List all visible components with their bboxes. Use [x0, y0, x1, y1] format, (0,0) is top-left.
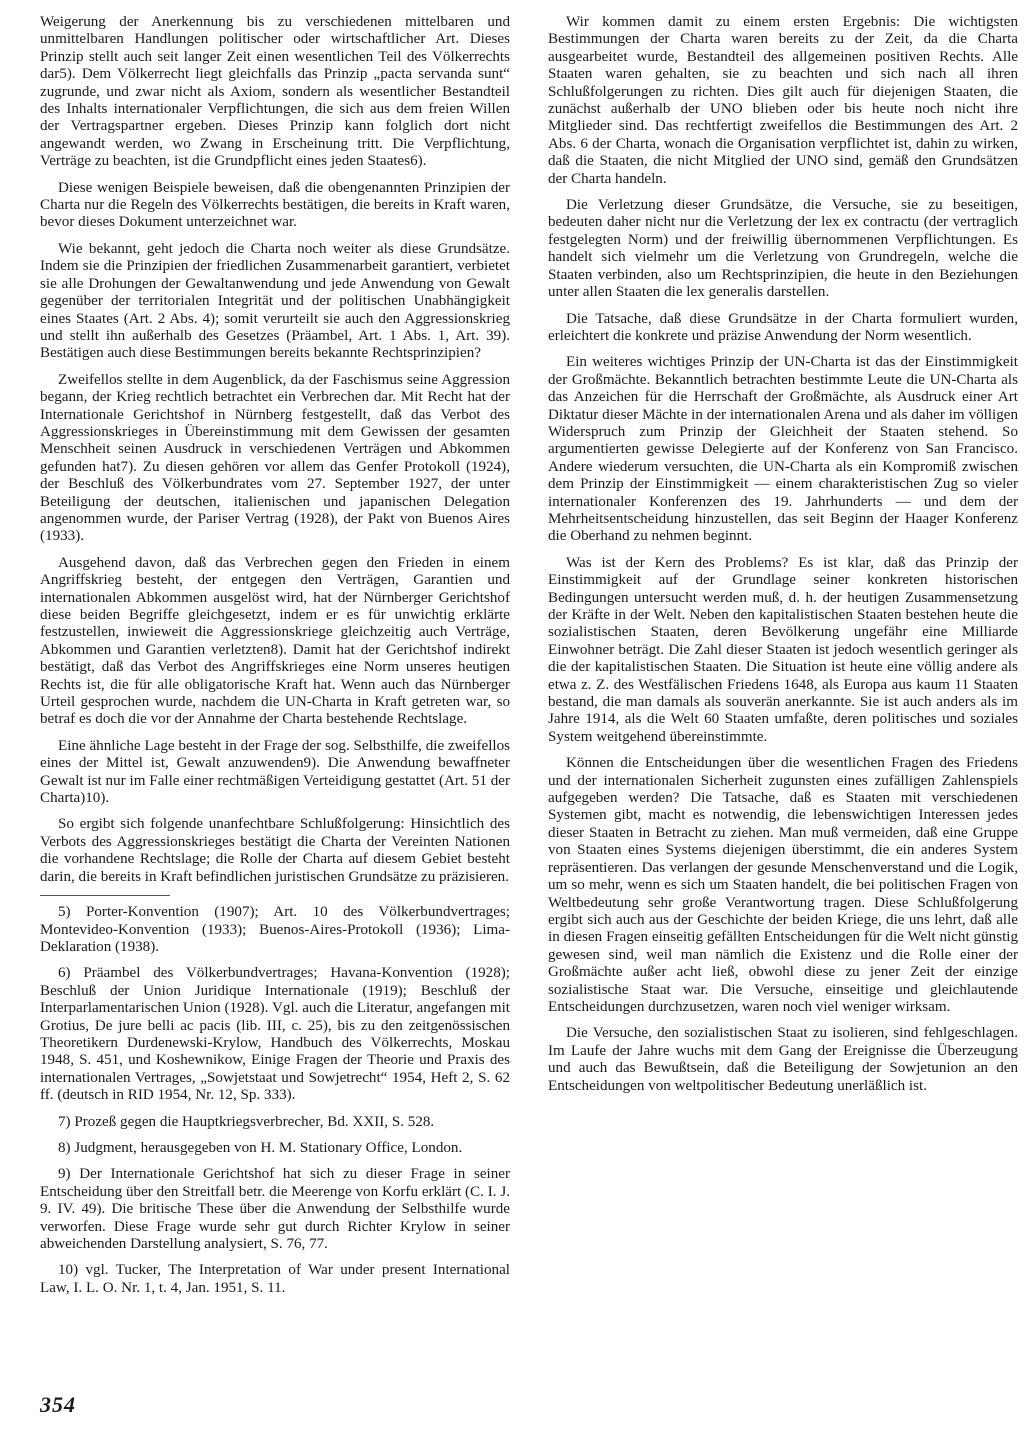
footnote: 6) Präambel des Völkerbundvertrages; Havana-Konvention (1928); Beschluß der Union Juridique Internationale (1919); Beschluß der Interparlamentarischen Union (1928). Vgl. auch die Literatur, angefangen mit Grotius, De jure belli ac pacis (lib. III, c. 25), bis zu den zeitgenössischen Theoretikern Durdenewski-Krylow, Handbuch des Völkerrechts, Moskau 1948, S. 451, und Koshewnikow, Einige Fragen der Theorie und Praxis des internationalen Vertrages, „Sowjetstaat und Sowjetrecht“ 1954, Heft 2, S. 62 ff. (deutsch in RID 1954, Nr. 12, Sp. 333).	[40, 965, 510, 1104]
page-number: 354	[40, 1392, 76, 1417]
right-column	[548, 14, 1018, 1104]
footnote: 7) Prozeß gegen die Hauptkriegsverbrecher, Bd. XXII, S. 528.	[58, 1113, 435, 1130]
paragraph: Was ist der Kern des Problems? Es ist klar, daß das Prinzip der Einstimmigkeit auf der Grundlage seiner konkreten historischen Bedingungen untersucht werden muß, d. h. der heutigen Zusammensetzung der Kräfte in der Welt. Neben den kapitalistischen Staaten bestehen heute die sozialistischen Staaten, deren Bevölkerung ungefähr eine Milliarde Einwohner beträgt. Die Zahl dieser Staaten ist jedoch wesentlich geringer als die der kapitalistischen Staaten. Die Situation ist heute eine völlig andere als etwa z. Z. des Westfälischen Friedens 1648, als Europa aus kaum 11 Staaten bestand, die man damals als souverän anerkannte. Sie ist auch anders als im Jahre 1914, als die Welt 60 Staaten umfaßte, deren politisches und soziales System weitgehend übereinstimmte.	[548, 554, 1018, 745]
footnotes	[40, 904, 510, 1297]
paragraph: Die Tatsache, daß diese Grundsätze in der Charta formuliert wurden, erleichtert die konkrete und präzise Anwendung der Norm wesentlich.	[548, 310, 1018, 344]
paragraph: Die Versuche, den sozialistischen Staat zu isolieren, sind fehlgeschlagen. Im Laufe der Jahre wuchs mit dem Gang der Ereignisse die Überzeugung und auch das Bewußtsein, daß die Beteiligung der Sowjetunion an den Entscheidungen von weltpolitischer Bedeutung unerläßlich ist.	[548, 1025, 1018, 1094]
paragraph: Eine ähnliche Lage besteht in der Frage der sog. Selbsthilfe, die zweifellos eines der Mittel ist, Gewalt anzuwenden9). Die Anwendung bewaffneter Gewalt ist nur im Falle einer rechtmäßigen Verteidigung gestattet (Art. 51 der Charta)10).	[40, 737, 510, 807]
paragraph: Wir kommen damit zu einem ersten Ergebnis: Die wichtigsten Bestimmungen der Charta waren bereits zu der Zeit, da die Charta ausgearbeitet wurde, Bestandteil des allgemeinen positiven Rechts. Alle Staaten waren gehalten, sie zu beachten und sich nach all ihren Schlußfolgerungen zu richten. Dies gilt auch für diejenigen Staaten, die zunächst außerhalb der UNO blieben oder bis heute noch nicht ihre Mitglieder sind. Das rechtfertigt zweifellos die Bestimmungen des Art. 2 Abs. 6 der Charta, wonach die Organisation verpflichtet ist, dahin zu wirken, daß die Staaten, die nicht Mitglied der UNO sind, gemäß den Grundsätzen der Charta handeln.	[548, 14, 1018, 187]
paragraph: Wie bekannt, geht jedoch die Charta noch weiter als diese Grundsätze. Indem sie die Prinzipien der friedlichen Zusammenarbeit garantiert, verbietet sie alle Drohungen der Gewaltanwendung und jede Anwendung von Gewalt gegenüber der territorialen Integrität und der politischen Unabhängigkeit eines Staates (Art. 2 Abs. 4); somit verurteilt sie auch den Aggressionskrieg und stellt ihn außerhalb des Gesetzes (Präambel, Art. 1 Abs. 1, Art. 39). Bestätigen auch diese Bestimmungen bereits bekannte Rechtsprinzipien?	[40, 240, 510, 362]
paragraph: Diese wenigen Beispiele beweisen, daß die obengenannten Prinzipien der Charta nur die Regeln des Völkerrechts bestätigen, die bereits in Kraft waren, bevor dieses Dokument unterzeichnet war.	[40, 179, 510, 231]
left-column	[40, 14, 510, 1306]
paragraph: Ausgehend davon, daß das Verbrechen gegen den Frieden in einem Angriffskrieg besteht, der entgegen den Verträgen, Garantien und internationalen Abkommen ausgelöst wird, hat der Nürnberger Gerichtshof diese beiden Begriffe gleichgesetzt, indem er es für unwichtig erklärte festzustellen, inwieweit die Aggressionskriege gleichzeitig auch Verträge, Abkommen und Garantien verletzten8). Damit hat der Gerichtshof indirekt bestätigt, daß das Verbot des Angriffskrieges eine Norm unseres heutigen Rechts ist, die für alle obligatorische Kraft hat. Wenn auch das Nürnberger Urteil gesprochen wurde, nachdem die UN-Charta in Kraft getreten war, so betraf es doch die vor der Annahme der Charta bestehende Rechtslage.	[40, 554, 510, 728]
footnote-divider	[40, 895, 170, 896]
paragraph: Können die Entscheidungen über die wesentlichen Fragen des Friedens und der internationalen Sicherheit zugunsten eines zufälligen Zahlenspiels aufgegeben werden? Die Tatsache, daß es Staaten mit verschiedenen Systemen gibt, macht es notwendig, die lebenswichtigen Interessen jedes dieser Staaten in Betracht zu ziehen. Man muß vermeiden, daß eine Gruppe von Staaten eines Systems diejenigen überstimmt, die ein anderes System repräsentieren. Das verlangen der gesunde Menschenverstand und die Logik, um so mehr, wenn es sich um Staaten handelt, die bei politischen Fragen von Weltbedeutung sehr große Verantwortung tragen. Diese Schlußfolgerung ergibt sich auch aus der Geschichte der beiden Kriege, die uns lehrt, daß alle in diesen Fragen einseitig gefällten Entscheidungen für die Welt nicht günstig gewesen sind, weil man nämlich die Existenz und die Rolle einer der Großmächte außer acht ließ, obwohl diese zu jener Zeit der einzige sozialistische Staat war. Die Versuche, einseitige und gleichlautende Entscheidungen durchzusetzen, waren noch viel weniger wirksam.	[548, 755, 1018, 1015]
footnote: 9) Der Internationale Gerichtshof hat sich zu dieser Frage in seiner Entscheidung über den Streitfall betr. die Meerenge von Korfu erklärt (C. I. J. 9. IV. 49). Die britische These über die Anwendung der Selbsthilfe wurde verworfen. Diese Frage wurde sehr gut durch Richter Krylow in seiner abweichenden Darstellung analysiert, S. 76, 77.	[40, 1166, 510, 1252]
paragraph: Zweifellos stellte in dem Augenblick, da der Faschismus seine Aggression begann, der Krieg rechtlich betrachtet ein Verbrechen dar. Mit Recht hat der Internationale Gerichtshof in Nürnberg festgestellt, daß das Verbot des Aggressionskrieges in Übereinstimmung mit dem Gewissen der gesamten Menschheit seinen Ausdruck in verschiedenen Verträgen und Abkommen gefunden hat7). Zu diesen gehören vor allem das Genfer Protokoll (1924), der Beschluß des Völkerbundrates vom 27. September 1927, der unter Beteiligung der deutschen, italienischen und japanischen Delegation angenommen wurde, der Pariser Vertrag (1928), der Pakt von Buenos Aires (1933).	[40, 371, 510, 545]
paragraph: Weigerung der Anerkennung bis zu verschiedenen mittelbaren und unmittelbaren Handlungen politischer oder wirtschaftlicher Art. Dieses Prinzip stellt auch seit langer Zeit einen wesentlichen Teil des Völkerrechts dar5). Dem Völkerrecht liegt gleichfalls das Prinzip „pacta servanda sunt“ zugrunde, und zwar nicht als Axiom, sondern als wesentlicher Bestandteil des Inhalts internationaler Verpflichtungen, die sich aus dem freien Willen der Vertragspartner ergeben. Dieses Prinzip kann folglich dort nicht angewandt werden, wo Zwang in Erscheinung tritt. Die Verpflichtung, Verträge zu beachten, ist die Grundpflicht eines jeden Staates6).	[40, 14, 510, 170]
footnote: 5) Porter-Konvention (1907); Art. 10 des Völkerbundvertrages; Montevideo-Konvention (1933); Buenos-Aires-Protokoll (1936); Lima-Deklaration (1938).	[40, 904, 510, 955]
footnote: 8) Judgment, herausgegeben von H. M. Stationary Office, London.	[58, 1139, 463, 1156]
paragraph: Ein weiteres wichtiges Prinzip der UN-Charta ist das der Einstimmigkeit der Großmächte. Bekanntlich betrachten bestimmte Leute die UN-Charta als das Anzeichen für die Herrschaft der Großmächte, als Ausdruck einer Art Diktatur dieser Mächte in der internationalen Arena und als daher im völligen Widerspruch zum Prinzip der Gleichheit der Staaten stehend. So argumentierten gewisse Delegierte auf der Konferenz von San Francisco. Andere wiederum versuchten, die UN-Charta als ein Kompromiß zwischen dem Prinzip der Einstimmigkeit — einem charakteristischen Zug so vieler internationaler Konferenzen des 19. Jahrhunderts — und dem der Mehrheitsentscheidung hinzustellen, das seit Beginn der Haager Konferenz die Oberhand zu nehmen beginnt.	[548, 354, 1018, 545]
footnote: 10) vgl. Tucker, The Interpretation of War under present International Law, I. L. O. Nr. 1, t. 4, Jan. 1951, S. 11.	[40, 1262, 510, 1296]
paragraph: So ergibt sich folgende unanfechtbare Schlußfolgerung: Hinsichtlich des Verbots des Aggressionskrieges bestätigt die Charta der Vereinten Nationen die vorhandene Rechtslage; die Rolle der Charta auf diesem Gebiet besteht darin, die bereits in Kraft befindlichen juristischen Grundsätze zu präzisieren.	[40, 816, 510, 885]
paragraph: Die Verletzung dieser Grundsätze, die Versuche, sie zu beseitigen, bedeuten daher nicht nur die Verletzung der lex ex contractu (der vertraglich festgelegten Norm) und der freiwillig übernommenen Verpflichtungen. Es handelt sich vielmehr um die Verletzung von Grundregeln, welche die Staaten verbinden, also um Rechtsprinzipien, die heute in den Beziehungen unter allen Staaten die lex generalis darstellen.	[548, 197, 1018, 301]
